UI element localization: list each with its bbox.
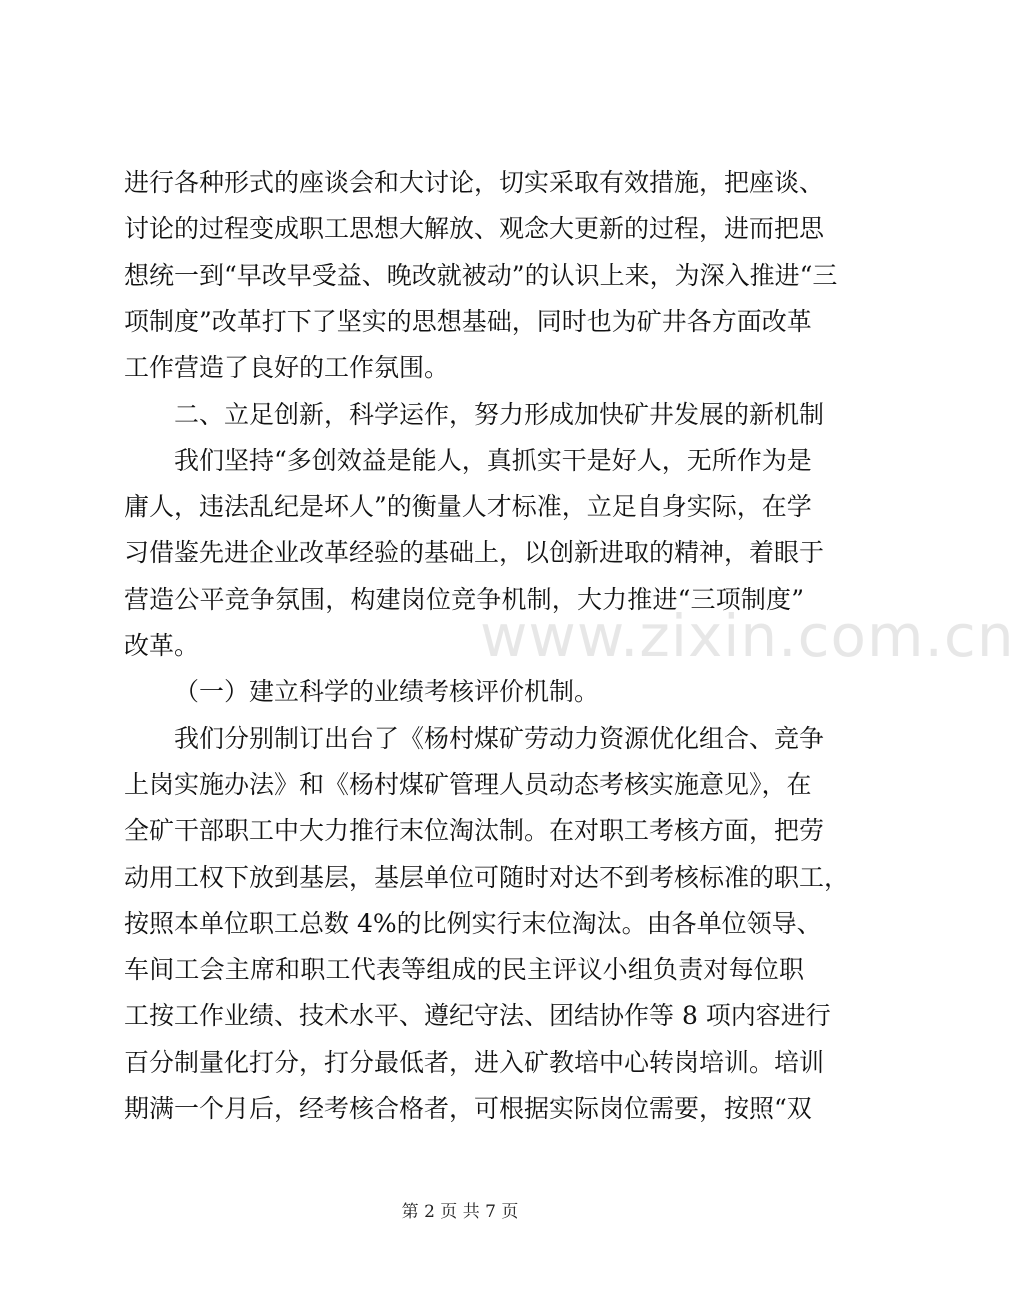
body-line-8: 庸人，违法乱纪是坏人”的衡量人才标准，立足自身实际，在学 xyxy=(124,492,812,521)
body-line-14: 上岗实施办法》和《杨村煤矿管理人员动态考核实施意见》，在 xyxy=(124,770,812,799)
body-line-15: 全矿干部职工中大力推行末位淘汰制。在对职工考核方面，把劳 xyxy=(124,816,825,845)
body-line-13: 我们分别制订出台了《杨村煤矿劳动力资源优化组合、竞争 xyxy=(174,724,825,753)
body-line-3: 想统一到“早改早受益、晚改就被动”的认识上来，为深入推进“三 xyxy=(124,261,838,290)
body-line-11: 改革。 xyxy=(124,631,200,660)
body-line-5: 工作营造了良好的工作氛围。 xyxy=(124,353,450,382)
body-line-9: 习借鉴先进企业改革经验的基础上，以创新进取的精神，着眼于 xyxy=(124,538,825,567)
body-line-7: 我们坚持“多创效益是能人，真抓实干是好人，无所作为是 xyxy=(174,446,812,475)
body-line-19: 工按工作业绩、技术水平、遵纪守法、团结协作等 8 项内容进行 xyxy=(124,1001,831,1030)
subsection-heading: （一）建立科学的业绩考核评价机制。 xyxy=(174,677,600,706)
body-line-4: 项制度”改革打下了坚实的思想基础，同时也为矿井各方面改革 xyxy=(124,307,812,336)
watermark: www.zixin.com.cn xyxy=(480,602,1015,670)
body-line-21: 期满一个月后，经考核合格者，可根据实际岗位需要，按照“双 xyxy=(124,1094,812,1123)
body-line-1: 进行各种形式的座谈会和大讨论，切实采取有效措施，把座谈、 xyxy=(124,168,825,197)
body-line-18: 车间工会主席和职工代表等组成的民主评议小组负责对每位职 xyxy=(124,955,804,984)
body-line-17: 按照本单位职工总数 4%的比例实行末位淘汰。由各单位领导、 xyxy=(124,909,822,938)
body-line-16: 动用工权下放到基层，基层单位可随时对达不到考核标准的职工， xyxy=(124,863,850,892)
body-line-2: 讨论的过程变成职工思想大解放、观念大更新的过程，进而把思 xyxy=(124,214,825,243)
body-line-20: 百分制量化打分，打分最低者，进入矿教培中心转岗培训。培训 xyxy=(124,1048,825,1077)
section-heading: 二、立足创新，科学运作，努力形成加快矿井发展的新机制 xyxy=(174,400,825,429)
page-footer: 第 2 页 共 7 页 xyxy=(401,1202,519,1222)
body-line-10: 营造公平竞争氛围，构建岗位竞争机制，大力推进“三项制度” xyxy=(124,585,804,614)
